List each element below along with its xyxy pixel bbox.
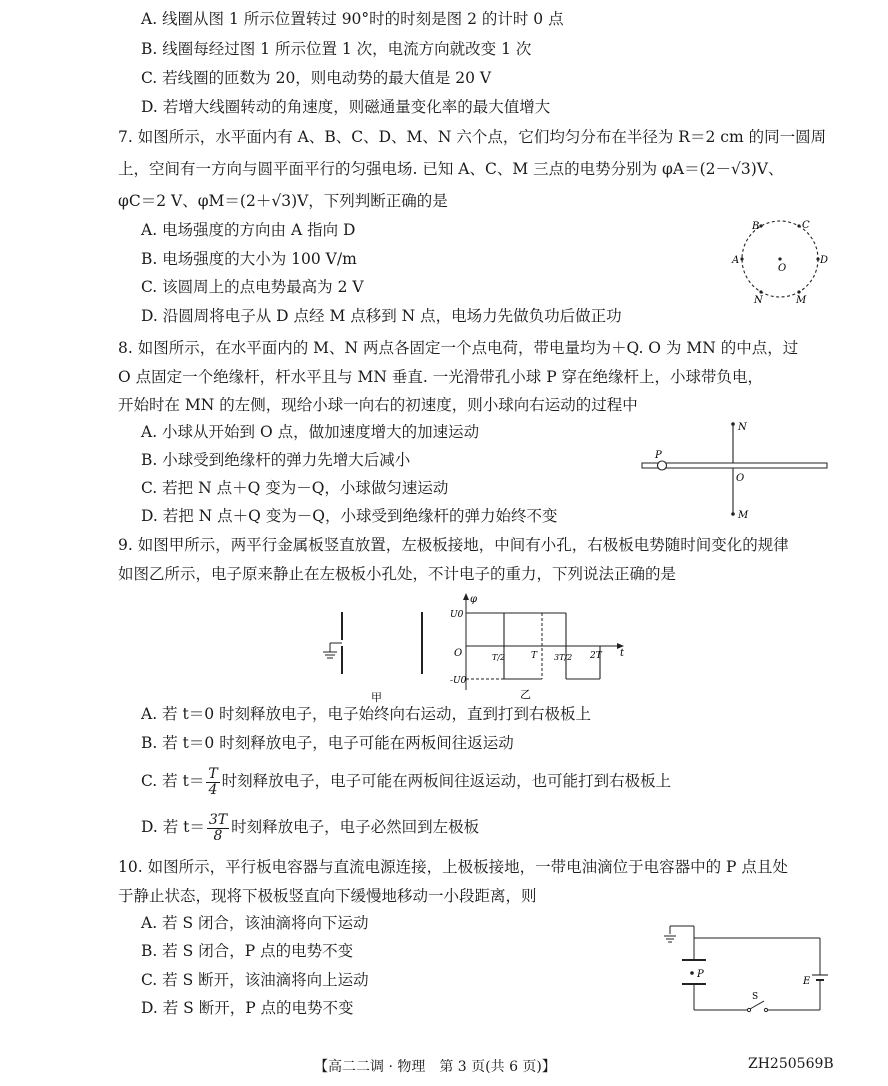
q6-option-b: B. 线圈每经过图 1 所示位置 1 次，电流方向就改变 1 次 xyxy=(141,40,532,58)
q7-label-m: M xyxy=(796,295,807,305)
q8-stem-line3: 开始时在 MN 的左侧，现给小球一向右的初速度，则小球向右运动的过程中 xyxy=(118,396,638,414)
q9-graph-u0: U0 xyxy=(450,610,464,620)
q7-stem-line3: φC＝2 V、φM＝(2＋√3)V，下列判断正确的是 xyxy=(118,192,448,210)
q9-graph-t-3half: 3T/2 xyxy=(554,653,573,662)
q8-option-a: A. 小球从开始到 O 点，做加速度增大的加速运动 xyxy=(141,423,480,441)
q7-circle-figure xyxy=(730,215,830,305)
q8-stem-line1: 8. 如图所示，在水平面内的 M、N 两点各固定一个点电荷，带电量均为＋Q. O 为 MN 的中点，过 xyxy=(118,339,799,357)
q10-stem-line2: 于静止状态，现将下极板竖直向下缓慢地移动一小段距离，则 xyxy=(118,887,537,905)
q7-option-d: D. 沿圆周将电子从 D 点经 M 点移到 N 点，电场力先做负功后做正功 xyxy=(141,307,622,325)
q7-stem-line1: 7. 如图所示，水平面内有 A、B、C、D、M、N 六个点，它们均匀分布在半径为 R＝2 cm 的同一圆周 xyxy=(118,128,827,146)
q9-option-a: A. 若 t＝0 时刻释放电子，电子始终向右运动，直到打到右极板上 xyxy=(141,705,591,723)
q10-option-c: C. 若 S 断开，该油滴将向上运动 xyxy=(141,971,369,989)
q7-stem-line2: 上，空间有一方向与圆平面平行的匀强电场. 已知 A、C、M 三点的电势分别为 φA＝(2－√3)V、 xyxy=(118,160,784,178)
q10-option-a: A. 若 S 闭合，该油滴将向下运动 xyxy=(141,914,369,932)
q9-option-d-fraction xyxy=(207,813,229,844)
q8-label-m: M xyxy=(738,510,749,521)
q7-label-b: B xyxy=(752,221,760,232)
q9-graph-t-full: T xyxy=(531,651,538,661)
q10-option-d: D. 若 S 断开，P 点的电势不变 xyxy=(141,999,354,1017)
q7-option-b: B. 电场强度的大小为 100 V/m xyxy=(141,250,357,268)
q9-option-d-denominator: 8 xyxy=(213,827,223,844)
q9-graph-phi: φ xyxy=(470,594,478,605)
q8-option-c: C. 若把 N 点＋Q 变为－Q，小球做匀速运动 xyxy=(141,479,449,497)
q9-option-c-numerator: T xyxy=(208,765,218,782)
q8-stem-line2: O 点固定一个绝缘杆，杆水平且与 MN 垂直. 一光滑带孔小球 P 穿在绝缘杆上，小球带负电， xyxy=(118,368,764,386)
q6-option-c: C. 若线圈的匝数为 20，则电动势的最大值是 20 V xyxy=(141,69,492,87)
q9-option-c-prefix: C. 若 t＝ xyxy=(141,772,205,790)
page-footer-center: 【高二二调 · 物理 第 3 页(共 6 页)】 xyxy=(314,1059,556,1075)
q8-rod-figure xyxy=(640,418,830,524)
q9-label-jia: 甲 xyxy=(371,691,382,704)
q9-option-b: B. 若 t＝0 时刻释放电子，电子可能在两板间往返运动 xyxy=(141,734,514,752)
q7-label-n: N xyxy=(754,295,763,305)
q10-circuit-figure xyxy=(660,912,830,1018)
q9-option-d-suffix: 时刻释放电子，电子必然回到左极板 xyxy=(231,818,480,836)
q10-stem-line1: 10. 如图所示，平行板电容器与直流电源连接，上极板接地，一带电油滴位于电容器中的 P 点且处 xyxy=(118,858,788,876)
q9-voltage-graph xyxy=(450,590,630,702)
q10-label-s: S xyxy=(752,992,759,1002)
q9-option-c-denominator: 4 xyxy=(208,781,218,798)
q8-option-b: B. 小球受到绝缘杆的弹力先增大后减小 xyxy=(141,451,411,469)
q9-graph-origin: O xyxy=(454,648,463,659)
q9-option-c-suffix: 时刻释放电子，电子可能在两板间往返运动，也可能打到右极板上 xyxy=(221,772,672,790)
q9-label-yi: 乙 xyxy=(520,688,531,701)
q7-label-o: O xyxy=(778,263,787,274)
q9-option-c xyxy=(141,764,671,798)
q9-graph-t-axis: t xyxy=(620,648,625,659)
q7-label-a: A xyxy=(732,255,740,266)
q9-graph-t-half: T/2 xyxy=(492,653,506,662)
q7-label-c: C xyxy=(802,220,810,231)
q9-plates-figure xyxy=(316,600,436,704)
q9-stem-line2: 如图乙所示，电子原来静止在左极板小孔处，不计电子的重力，下列说法正确的是 xyxy=(118,565,677,583)
q9-option-d xyxy=(141,810,479,844)
q7-option-a: A. 电场强度的方向由 A 指向 D xyxy=(141,221,356,239)
q7-label-d: D xyxy=(820,255,829,266)
page-footer-code: ZH250569B xyxy=(748,1056,834,1072)
q6-option-a: A. 线圈从图 1 所示位置转过 90°时的时刻是图 2 的计时 0 点 xyxy=(141,10,564,28)
q8-option-d: D. 若把 N 点＋Q 变为－Q，小球受到绝缘杆的弹力始终不变 xyxy=(141,507,558,525)
q8-label-o: O xyxy=(736,473,745,484)
q9-option-d-prefix: D. 若 t＝ xyxy=(141,818,205,836)
q9-option-d-numerator: 3T xyxy=(208,811,228,828)
q10-option-b: B. 若 S 闭合，P 点的电势不变 xyxy=(141,942,354,960)
q9-graph-neg-u0: -U0 xyxy=(450,676,467,686)
q7-option-c: C. 该圆周上的点电势最高为 2 V xyxy=(141,278,364,296)
q10-label-p: P xyxy=(697,969,704,980)
q6-option-d: D. 若增大线圈转动的角速度，则磁通量变化率的最大值增大 xyxy=(141,98,551,116)
q9-option-c-fraction xyxy=(206,767,219,798)
q8-label-p: P xyxy=(655,450,662,461)
q8-label-n: N xyxy=(738,422,747,433)
q10-label-e: E xyxy=(803,976,811,987)
q9-stem-line1: 9. 如图甲所示，两平行金属板竖直放置，左极板接地，中间有小孔，右极板电势随时间变化的规律 xyxy=(118,536,789,554)
q9-graph-t-2: 2T xyxy=(590,651,602,661)
